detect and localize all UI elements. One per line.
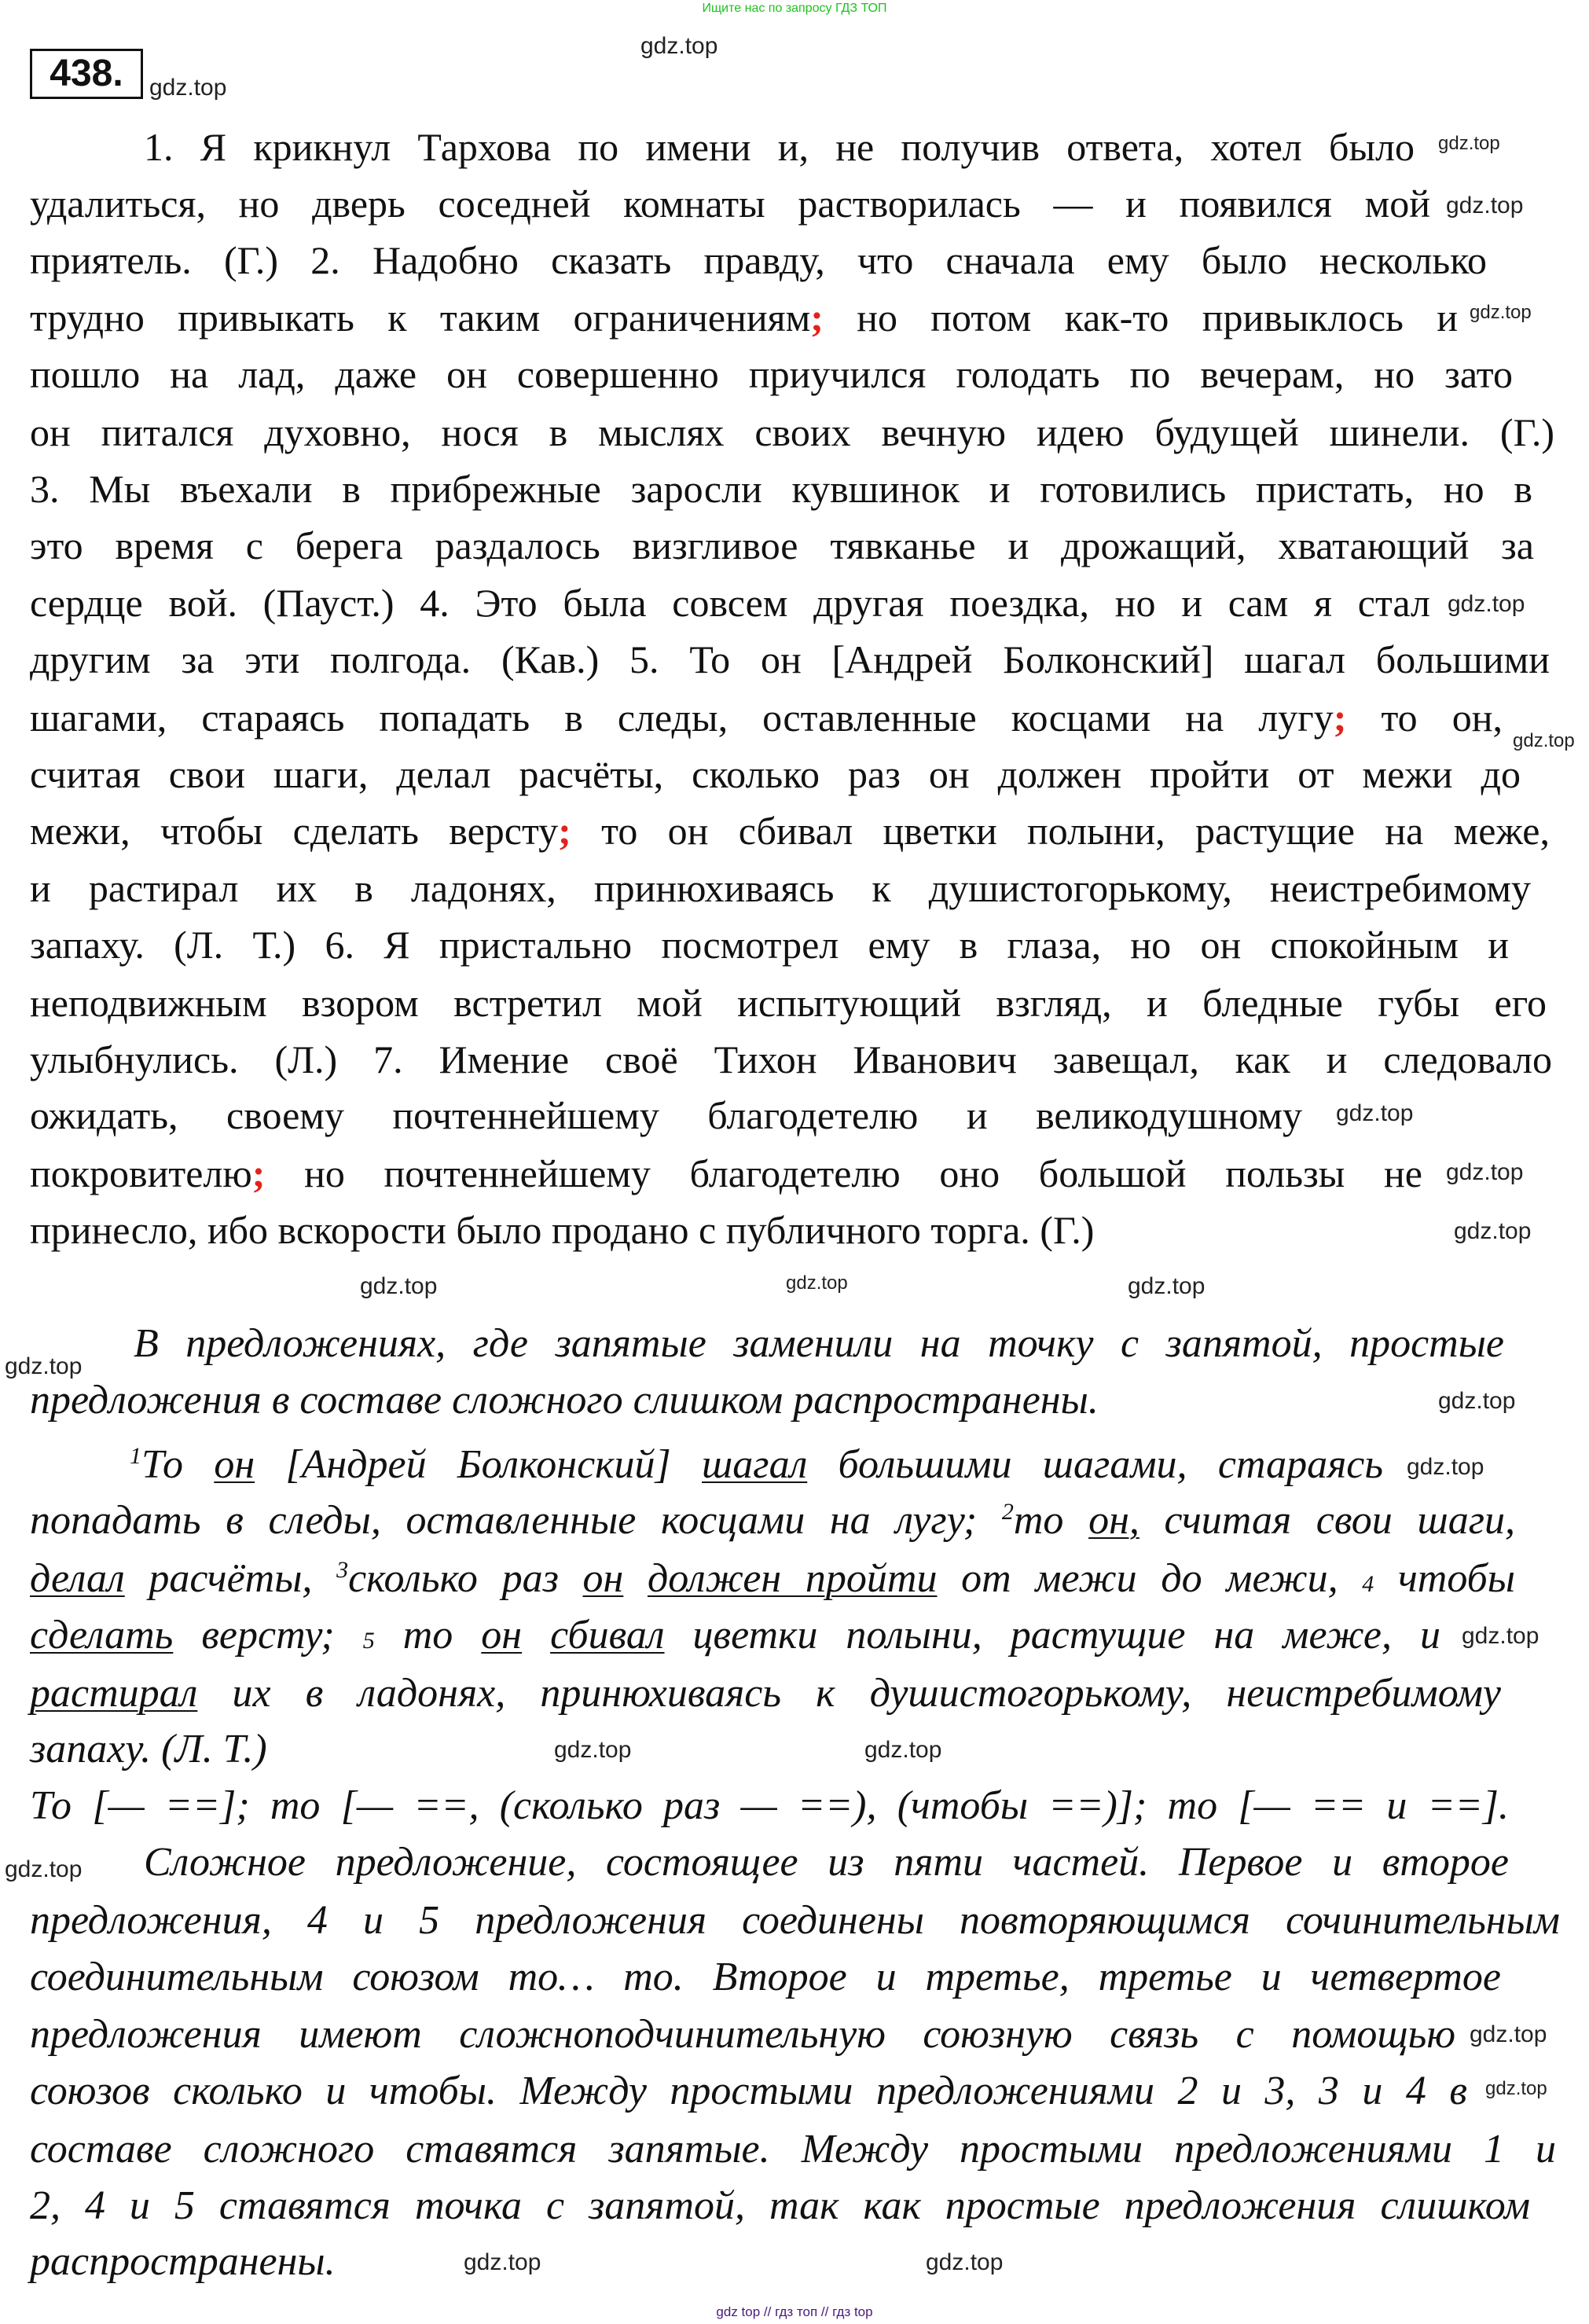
text-segment: предложения имеют сложноподчинительную союзную связь с помощью xyxy=(30,2012,1455,2057)
text-segment: от межи до межи, xyxy=(937,1556,1363,1601)
text-segment: распространены. xyxy=(30,2239,336,2284)
answer-line xyxy=(30,1778,1509,1834)
text-segment: В предложениях, где запятые заменили на точку с запятой, простые xyxy=(134,1321,1504,1366)
text-segment: запаху. (Л. Т.) xyxy=(30,1727,267,1771)
watermark-text: gdz.top xyxy=(1462,1623,1539,1649)
exercise-line xyxy=(30,916,1509,973)
text-segment: соединительным союзом то… то. Второе и третье, третье и четвертое xyxy=(30,1955,1501,1999)
index-marker: 1 xyxy=(130,1443,141,1469)
underlined-word: сбивал xyxy=(550,1613,665,1658)
answer-line xyxy=(30,2006,1455,2063)
answer-line xyxy=(30,2063,1467,2120)
exercise-line xyxy=(30,1202,1438,1258)
text-segment: предложения в составе сложного слишком распространены. xyxy=(30,1378,1099,1423)
text-segment: ожидать, своему почтеннейшему благодетелю и великодушному xyxy=(30,1093,1302,1137)
text-segment: союзов сколько и чтобы. Между простыми предложениями 2 и 3, 3 и 4 в xyxy=(30,2069,1467,2113)
answer-line xyxy=(30,1893,1560,1949)
underlined-word: делал xyxy=(30,1556,125,1601)
watermark-text: gdz.top xyxy=(1485,2078,1547,2099)
watermark-text: gdz.top xyxy=(464,2249,541,2275)
answer-line xyxy=(30,1721,314,1778)
text-segment: составе сложного ставятся запятые. Между простыми предложениями 1 и xyxy=(30,2127,1556,2172)
highlighted-semicolon: ; xyxy=(1333,696,1347,740)
underlined-word: шагал xyxy=(702,1442,808,1487)
text-segment: считая свои шаги, xyxy=(1139,1498,1515,1543)
watermark-text: gdz.top xyxy=(360,1273,438,1299)
watermark-text: gdz.top xyxy=(1454,1218,1532,1244)
underlined-word: он xyxy=(481,1613,523,1658)
exercise-line xyxy=(144,119,1415,175)
exercise-line xyxy=(30,232,1487,288)
watermark-text: gdz.top xyxy=(5,1353,83,1379)
watermark-text: gdz.top xyxy=(1446,193,1524,218)
exercise-line xyxy=(30,975,1547,1031)
answer-line xyxy=(30,2234,393,2290)
text-segment: То [— ==]; то [— ==, (сколько раз — ==), (чтобы ==)]; то [— == и ==]. xyxy=(30,1783,1509,1828)
watermark-text: gdz.top xyxy=(1128,1273,1206,1299)
answer-line xyxy=(30,1492,1515,1549)
text-segment: попадать в следы, оставленные косцами на лугу; xyxy=(30,1498,1002,1543)
watermark-text: gdz.top xyxy=(1438,1388,1516,1414)
answer-line xyxy=(130,1437,1383,1493)
watermark-text: gdz.top xyxy=(1407,1454,1484,1480)
exercise-line xyxy=(30,575,1430,631)
text-segment: улыбнулись. (Л.) 7. Имение своё Тихон Иванович завещал, как и следовало xyxy=(30,1037,1552,1081)
watermark-text: gdz.top xyxy=(1513,730,1575,751)
watermark-text: gdz.top xyxy=(149,75,227,101)
underlined-word: растирал xyxy=(30,1671,198,1716)
index-marker: 5 xyxy=(362,1628,375,1654)
text-segment: другим за эти полгода. (Кав.) 5. То он [Андрей Болконский] шагал большими xyxy=(30,637,1550,681)
exercise-line xyxy=(30,1087,1302,1144)
text-segment: 3. Мы въехали в прибрежные заросли кувшинок и готовились пристать, но в xyxy=(30,467,1532,511)
text-segment: считая свои шаги, делал расчёты, сколько раз он должен пройти от межи до xyxy=(30,752,1521,796)
answer-line xyxy=(144,1834,1509,1891)
bottom-banner: gdz top // гдз топ // гдз top xyxy=(716,2304,873,2319)
text-segment: предложения, 4 и 5 предложения соединены повторяющимся сочинительным xyxy=(30,1898,1560,1943)
text-segment: он питался духовно, нося в мыслях своих вечную идею будущей шинели. (Г.) xyxy=(30,410,1554,454)
text-segment: версту; xyxy=(173,1613,363,1658)
watermark-text: gdz.top xyxy=(1470,2021,1547,2047)
index-marker: 2 xyxy=(1001,1499,1014,1525)
exercise-line xyxy=(30,1031,1552,1088)
text-segment: То xyxy=(141,1442,215,1487)
underlined-word: он, xyxy=(1088,1498,1139,1543)
watermark-text: gdz.top xyxy=(926,2249,1004,2275)
exercise-line xyxy=(30,404,1554,461)
exercise-line xyxy=(30,746,1521,802)
text-segment: цветки полыни, растущие на меже, и xyxy=(664,1613,1441,1658)
underlined-word: должен пройти xyxy=(647,1556,938,1601)
watermark-text: gdz.top xyxy=(5,1856,83,1882)
answer-line xyxy=(30,1949,1501,2006)
watermark-text: gdz.top xyxy=(1448,591,1525,617)
text-segment: то xyxy=(1013,1498,1089,1543)
exercise-line xyxy=(30,1145,1422,1202)
highlighted-semicolon: ; xyxy=(251,1151,266,1195)
top-banner: Ищите нас по запросу ГДЗ ТОП xyxy=(702,2,887,15)
text-segment: сколько раз xyxy=(348,1556,583,1601)
text-segment: сердце вой. (Пауст.) 4. Это была совсем другая поездка, но и сам я стал xyxy=(30,581,1430,625)
text-segment: 1. Я крикнул Тархова по имени и, не получив ответа, хотел было xyxy=(144,125,1415,169)
text-segment: то xyxy=(374,1613,482,1658)
exercise-number: 438. xyxy=(30,49,143,99)
text-segment: Сложное предложение, состоящее из пяти частей. Первое и второе xyxy=(144,1840,1509,1885)
watermark-text: gdz.top xyxy=(786,1272,848,1294)
text-segment: принесло, ибо вскорости было продано с публичного торга. (Г.) xyxy=(30,1208,1095,1252)
text-segment: удалиться, но дверь соседней комнаты растворилась — и появился мой xyxy=(30,182,1430,226)
text-segment: запаху. (Л. Т.) 6. Я пристально посмотрел ему в глаза, но он спокойным и xyxy=(30,923,1509,967)
watermark-text: gdz.top xyxy=(1336,1100,1414,1126)
text-segment: то он, xyxy=(1346,696,1503,740)
answer-line xyxy=(30,1607,1440,1664)
index-marker: 4 xyxy=(1362,1571,1374,1597)
exercise-line xyxy=(30,175,1430,232)
text-segment xyxy=(623,1556,648,1601)
text-segment: но почтеннейшему благодетелю оно большой пользы не xyxy=(265,1151,1422,1195)
text-segment: то он сбивал цветки полыни, растущие на меже, xyxy=(571,809,1550,853)
text-segment: но потом как-то привыклось и xyxy=(823,296,1459,340)
answer-line xyxy=(134,1316,1504,1372)
watermark-text: gdz.top xyxy=(640,33,718,59)
underlined-word: он xyxy=(214,1442,255,1487)
exercise-line xyxy=(30,631,1550,688)
exercise-line xyxy=(30,517,1534,574)
text-segment xyxy=(522,1613,550,1658)
text-segment: пошло на лад, даже он совершенно приучился голодать по вечерам, но зато xyxy=(30,352,1513,396)
text-segment: большими шагами, стараясь xyxy=(807,1442,1384,1487)
exercise-line xyxy=(30,346,1513,402)
underlined-word: сделать xyxy=(30,1613,174,1658)
exercise-line xyxy=(30,802,1550,859)
answer-line xyxy=(30,2178,1530,2234)
text-segment: чтобы xyxy=(1374,1556,1515,1601)
watermark-text: gdz.top xyxy=(1470,302,1532,323)
watermark-text: gdz.top xyxy=(1438,133,1500,154)
text-segment: шагами, стараясь попадать в следы, оставленные косцами на лугу xyxy=(30,696,1334,740)
answer-line xyxy=(30,1372,1415,1429)
exercise-line xyxy=(30,689,1503,746)
text-segment: приятель. (Г.) 2. Надобно сказать правду, что сначала ему было несколько xyxy=(30,238,1487,282)
answer-line xyxy=(30,1665,1501,1722)
watermark-text: gdz.top xyxy=(864,1737,942,1763)
answer-line xyxy=(30,2121,1556,2178)
text-segment: межи, чтобы сделать версту xyxy=(30,809,559,853)
exercise-line xyxy=(30,461,1532,517)
text-segment: трудно привыкать к таким ограничениям xyxy=(30,296,811,340)
text-segment: 2, 4 и 5 ставятся точка с запятой, так как простые предложения слишком xyxy=(30,2183,1530,2228)
exercise-line xyxy=(30,860,1531,916)
text-segment: расчёты, xyxy=(124,1556,337,1601)
watermark-text: gdz.top xyxy=(1446,1159,1524,1185)
answer-line xyxy=(30,1551,1515,1607)
exercise-line xyxy=(30,289,1458,346)
highlighted-semicolon: ; xyxy=(810,296,824,340)
highlighted-semicolon: ; xyxy=(558,809,571,853)
text-segment: покровителю xyxy=(30,1151,252,1195)
text-segment: и растирал их в ладонях, принюхиваясь к душистогорькому, неистребимому xyxy=(30,866,1531,910)
watermark-text: gdz.top xyxy=(554,1737,632,1763)
text-segment: [Андрей Болконский] xyxy=(255,1442,703,1487)
index-marker: 3 xyxy=(336,1557,349,1583)
text-segment: неподвижным взором встретил мой испытующий взгляд, и бледные губы его xyxy=(30,981,1547,1025)
text-segment: их в ладонях, принюхиваясь к душистогорькому, неистребимому xyxy=(197,1671,1501,1716)
underlined-word: он xyxy=(582,1556,624,1601)
text-segment: это время с берега раздалось визгливое тявканье и дрожащий, хватающий за xyxy=(30,523,1534,567)
